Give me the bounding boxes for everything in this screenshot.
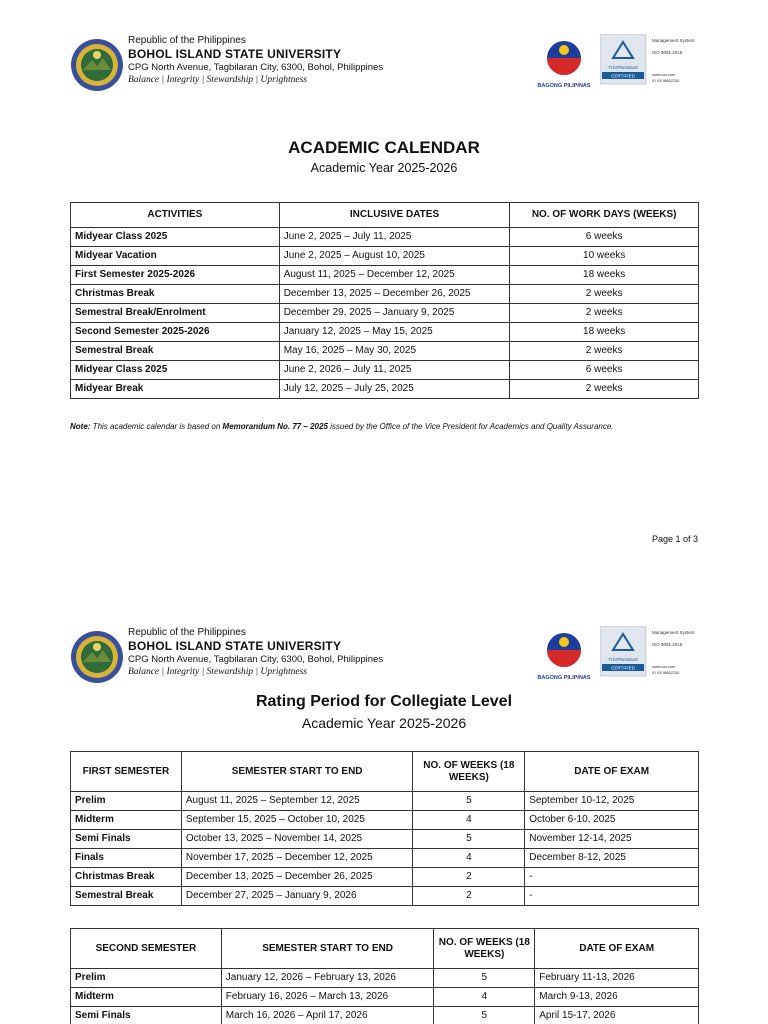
column-header: SECOND SEMESTER bbox=[71, 929, 222, 969]
table-cell: Midyear Vacation bbox=[71, 247, 280, 266]
table-row bbox=[71, 887, 699, 906]
table-cell: 5 bbox=[434, 969, 535, 988]
table-cell: Midterm bbox=[71, 811, 182, 830]
tuv-mgmt: Management System bbox=[652, 630, 695, 635]
table-cell: - bbox=[525, 887, 699, 906]
table-row bbox=[71, 285, 699, 304]
table-cell: August 11, 2025 – September 12, 2025 bbox=[181, 792, 413, 811]
table-cell: 6 weeks bbox=[510, 361, 699, 380]
tuv-mgmt: Management System bbox=[652, 38, 695, 43]
column-header: NO. OF WEEKS (18 WEEKS) bbox=[413, 752, 525, 792]
table-cell: March 9-13, 2026 bbox=[535, 988, 699, 1007]
table-cell: December 29, 2025 – January 9, 2025 bbox=[279, 304, 510, 323]
table-row bbox=[71, 266, 699, 285]
table-row bbox=[71, 792, 699, 811]
table-row bbox=[71, 228, 699, 247]
table-cell: January 12, 2026 – February 13, 2026 bbox=[221, 969, 434, 988]
table-cell: July 12, 2025 – July 25, 2025 bbox=[279, 380, 510, 399]
table-cell: Semi Finals bbox=[71, 830, 182, 849]
tuv-certified: CERTIFIED bbox=[611, 73, 635, 79]
table-cell: Semestral Break/Enrolment bbox=[71, 304, 280, 323]
page-title: Rating Period for Collegiate Level bbox=[255, 693, 513, 710]
university-name: BOHOL ISLAND STATE UNIVERSITY bbox=[128, 639, 342, 653]
table-cell: February 11-13, 2026 bbox=[535, 969, 699, 988]
page-title: ACADEMIC CALENDAR bbox=[288, 138, 480, 157]
tuv-brand: TÜVRheinland bbox=[608, 65, 638, 70]
table-cell: 4 bbox=[413, 811, 525, 830]
table-cell: May 16, 2025 – May 30, 2025 bbox=[279, 342, 510, 361]
table-row bbox=[71, 969, 699, 988]
table-cell: June 2, 2026 – July 11, 2025 bbox=[279, 361, 510, 380]
tuv-id: ID 9108682230 bbox=[652, 670, 680, 675]
table-cell: 2 bbox=[413, 887, 525, 906]
column-header: SEMESTER START TO END bbox=[181, 752, 413, 792]
table-cell: 2 bbox=[413, 868, 525, 887]
university-motto: Balance | Integrity | Stewardship | Uprightness bbox=[128, 667, 307, 677]
memorandum-reference: Memorandum No. 77 – 2025 bbox=[222, 422, 328, 431]
table-cell: December 8-12, 2025 bbox=[525, 849, 699, 868]
column-header: NO. OF WORK DAYS (WEEKS) bbox=[510, 203, 699, 228]
table-header-row bbox=[71, 929, 699, 969]
table-header-row bbox=[71, 752, 699, 792]
table-cell: 4 bbox=[413, 849, 525, 868]
column-header: DATE OF EXAM bbox=[535, 929, 699, 969]
table-cell: April 15-17, 2026 bbox=[535, 1007, 699, 1024]
university-name: BOHOL ISLAND STATE UNIVERSITY bbox=[128, 47, 342, 61]
table-cell: Second Semester 2025-2026 bbox=[71, 323, 280, 342]
table-row bbox=[71, 361, 699, 380]
table-cell: 2 weeks bbox=[510, 285, 699, 304]
table-cell: Midyear Class 2025 bbox=[71, 361, 280, 380]
table-cell: 5 bbox=[413, 830, 525, 849]
column-header: INCLUSIVE DATES bbox=[279, 203, 510, 228]
column-header: NO. OF WEEKS (18 WEEKS) bbox=[434, 929, 535, 969]
table-cell: June 2, 2025 – July 11, 2025 bbox=[279, 228, 510, 247]
table-cell: December 13, 2025 – December 26, 2025 bbox=[181, 868, 413, 887]
tuv-certification-logo bbox=[600, 626, 698, 678]
table-cell: 18 weeks bbox=[510, 323, 699, 342]
university-address: CPG North Avenue, Tagbilaran City, 6300, Bohol, Philippines bbox=[128, 62, 384, 73]
table-cell: October 6-10, 2025 bbox=[525, 811, 699, 830]
table-row bbox=[71, 323, 699, 342]
table-cell: Midyear Break bbox=[71, 380, 280, 399]
tuv-brand: TÜVRheinland bbox=[608, 657, 638, 662]
academic-calendar-table bbox=[70, 202, 699, 399]
table-cell: June 2, 2025 – August 10, 2025 bbox=[279, 247, 510, 266]
table-row bbox=[71, 304, 699, 323]
table-row bbox=[71, 1007, 699, 1024]
tuv-web: www.tuv.com bbox=[652, 72, 676, 77]
university-seal-logo bbox=[70, 630, 124, 684]
letterhead bbox=[70, 34, 698, 94]
table-cell: Christmas Break bbox=[71, 868, 182, 887]
republic-line: Republic of the Philippines bbox=[128, 35, 246, 46]
bagong-pilipinas-text: BAGONG PILIPINAS bbox=[537, 83, 591, 89]
table-cell: February 16, 2026 – March 13, 2026 bbox=[221, 988, 434, 1007]
table-cell: August 11, 2025 – December 12, 2025 bbox=[279, 266, 510, 285]
table-cell: Prelim bbox=[71, 792, 182, 811]
tuv-iso: ISO 9001:2015 bbox=[652, 642, 683, 647]
bagong-pilipinas-text: BAGONG PILIPINAS bbox=[537, 675, 591, 681]
table-cell: First Semester 2025-2026 bbox=[71, 266, 280, 285]
table-cell: Semestral Break bbox=[71, 342, 280, 361]
table-row bbox=[71, 342, 699, 361]
table-cell: September 10-12, 2025 bbox=[525, 792, 699, 811]
university-seal-logo bbox=[70, 38, 124, 92]
table-cell: March 16, 2026 – April 17, 2026 bbox=[221, 1007, 434, 1024]
table-cell: November 17, 2025 – December 12, 2025 bbox=[181, 849, 413, 868]
tuv-certification-logo bbox=[600, 34, 698, 86]
table-cell: December 27, 2025 – January 9, 2026 bbox=[181, 887, 413, 906]
note-text: issued by the Office of the Vice President for Academics and Quality Assurance. bbox=[327, 422, 614, 431]
table-cell: 5 bbox=[434, 1007, 535, 1024]
table-row bbox=[71, 849, 699, 868]
table-row bbox=[71, 868, 699, 887]
table-cell: September 15, 2025 – October 10, 2025 bbox=[181, 811, 413, 830]
table-header-row bbox=[71, 203, 699, 228]
table-cell: January 12, 2025 – May 15, 2025 bbox=[279, 323, 510, 342]
second-semester-table bbox=[70, 928, 699, 1024]
column-header: DATE OF EXAM bbox=[525, 752, 699, 792]
table-cell: October 13, 2025 – November 14, 2025 bbox=[181, 830, 413, 849]
table-cell: 2 weeks bbox=[510, 304, 699, 323]
note-text: This academic calendar is based on bbox=[90, 422, 223, 431]
table-cell: 4 bbox=[434, 988, 535, 1007]
bagong-pilipinas-logo bbox=[536, 36, 592, 90]
table-row bbox=[71, 811, 699, 830]
column-header: FIRST SEMESTER bbox=[71, 752, 182, 792]
table-row bbox=[71, 380, 699, 399]
table-cell: 10 weeks bbox=[510, 247, 699, 266]
table-cell: December 13, 2025 – December 26, 2025 bbox=[279, 285, 510, 304]
table-cell: Midterm bbox=[71, 988, 222, 1007]
table-cell: November 12-14, 2025 bbox=[525, 830, 699, 849]
table-row bbox=[71, 830, 699, 849]
table-cell: Midyear Class 2025 bbox=[71, 228, 280, 247]
table-row bbox=[71, 247, 699, 266]
table-cell: 18 weeks bbox=[510, 266, 699, 285]
university-address: CPG North Avenue, Tagbilaran City, 6300, Bohol, Philippines bbox=[128, 654, 384, 665]
tuv-certified: CERTIFIED bbox=[611, 665, 635, 671]
bagong-pilipinas-logo bbox=[536, 628, 592, 682]
table-cell: Christmas Break bbox=[71, 285, 280, 304]
tuv-id: ID 9108682230 bbox=[652, 78, 680, 83]
table-cell: 5 bbox=[413, 792, 525, 811]
note-label: Note: bbox=[70, 422, 91, 431]
university-motto: Balance | Integrity | Stewardship | Uprightness bbox=[128, 75, 307, 85]
page-2 bbox=[0, 594, 768, 1024]
letterhead bbox=[70, 626, 698, 686]
republic-line: Republic of the Philippines bbox=[128, 627, 246, 638]
page-number: Page 1 of 3 bbox=[651, 534, 698, 544]
table-cell: - bbox=[525, 868, 699, 887]
column-header: ACTIVITIES bbox=[71, 203, 280, 228]
tuv-iso: ISO 9001:2015 bbox=[652, 50, 683, 55]
page-subtitle: Academic Year 2025-2026 bbox=[310, 161, 458, 175]
first-semester-table bbox=[70, 751, 699, 906]
page-subtitle: Academic Year 2025-2026 bbox=[301, 715, 467, 731]
calendar-note bbox=[70, 422, 614, 431]
column-header: SEMESTER START TO END bbox=[221, 929, 434, 969]
tuv-web: www.tuv.com bbox=[652, 664, 676, 669]
table-row bbox=[71, 988, 699, 1007]
table-cell: Prelim bbox=[71, 969, 222, 988]
table-cell: 2 weeks bbox=[510, 380, 699, 399]
table-cell: 2 weeks bbox=[510, 342, 699, 361]
table-cell: Finals bbox=[71, 849, 182, 868]
table-cell: Semestral Break bbox=[71, 887, 182, 906]
table-cell: 6 weeks bbox=[510, 228, 699, 247]
table-cell: Semi Finals bbox=[71, 1007, 222, 1024]
